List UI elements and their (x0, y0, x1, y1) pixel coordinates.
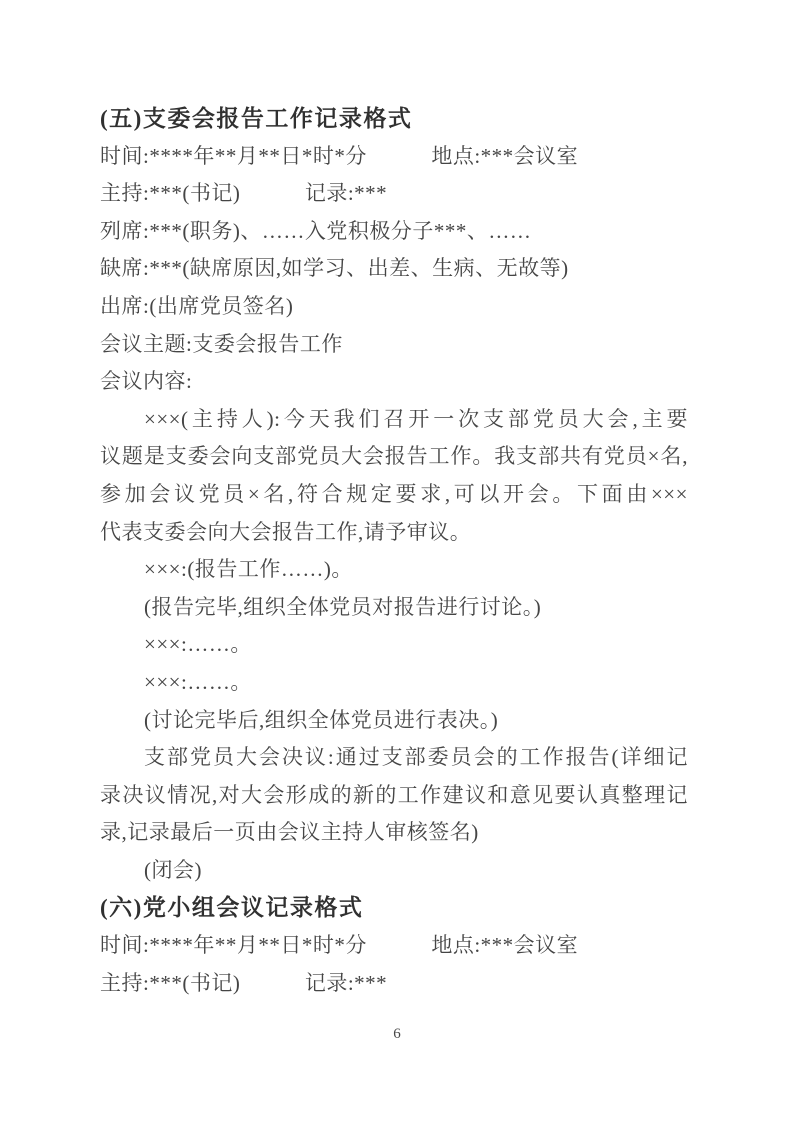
text-line-present: 出席:(出席党员签名) (100, 293, 294, 318)
text-line-speaker-ellipsis-2: ×××:……。 (144, 669, 252, 694)
text-line-host-speech-1: ×××(主持人):今天我们召开一次支部党员大会,主要 (144, 406, 688, 431)
text-line-host-recorder: 主持:***(书记) 记录:*** (100, 181, 388, 206)
section-heading-5: (五)支委会报告工作记录格式 (100, 106, 413, 131)
text-line-resolution-2: 录决议情况,对大会形成的新的工作建议和意见要认真整理记 (100, 782, 688, 807)
text-line-time-place: 时间:****年**月**日*时*分 地点:***会议室 (100, 143, 579, 168)
text-line-host-speech-2: 议题是支委会向支部党员大会报告工作。我支部共有党员×名, (100, 444, 688, 469)
page-content (100, 100, 688, 1002)
page-number: 6 (393, 1026, 401, 1042)
text-line-resolution-1: 支部党员大会决议:通过支部委员会的工作报告(详细记 (144, 745, 688, 770)
text-line-host-speech-4: 代表支委会向大会报告工作,请予审议。 (100, 519, 472, 544)
text-line-resolution-3: 录,记录最后一页由会议主持人审核签名) (100, 820, 479, 845)
text-line-attendees-nonvoting: 列席:***(职务)、……入党积极分子***、…… (100, 218, 532, 243)
text-line-closing: (闭会) (144, 857, 202, 882)
text-line-absent: 缺席:***(缺席原因,如学习、出差、生病、无故等) (100, 256, 569, 281)
text-line-host-recorder-2: 主持:***(书记) 记录:*** (100, 970, 388, 995)
text-line-meeting-topic: 会议主题:支委会报告工作 (100, 331, 343, 356)
text-line-host-speech-3: 参加会议党员×名,符合规定要求,可以开会。下面由××× (100, 481, 688, 506)
text-line-report-speaker: ×××:(报告工作……)。 (144, 557, 353, 582)
text-line-meeting-content-label: 会议内容: (100, 369, 193, 394)
text-line-vote-note: (讨论完毕后,组织全体党员进行表决。) (144, 707, 499, 732)
section-heading-6: (六)党小组会议记录格式 (100, 895, 364, 921)
text-line-speaker-ellipsis-1: ×××:……。 (144, 632, 252, 657)
text-line-time-place-2: 时间:****年**月**日*时*分 地点:***会议室 (100, 933, 579, 958)
text-line-discussion-note: (报告完毕,组织全体党员对报告进行讨论。) (144, 594, 542, 619)
